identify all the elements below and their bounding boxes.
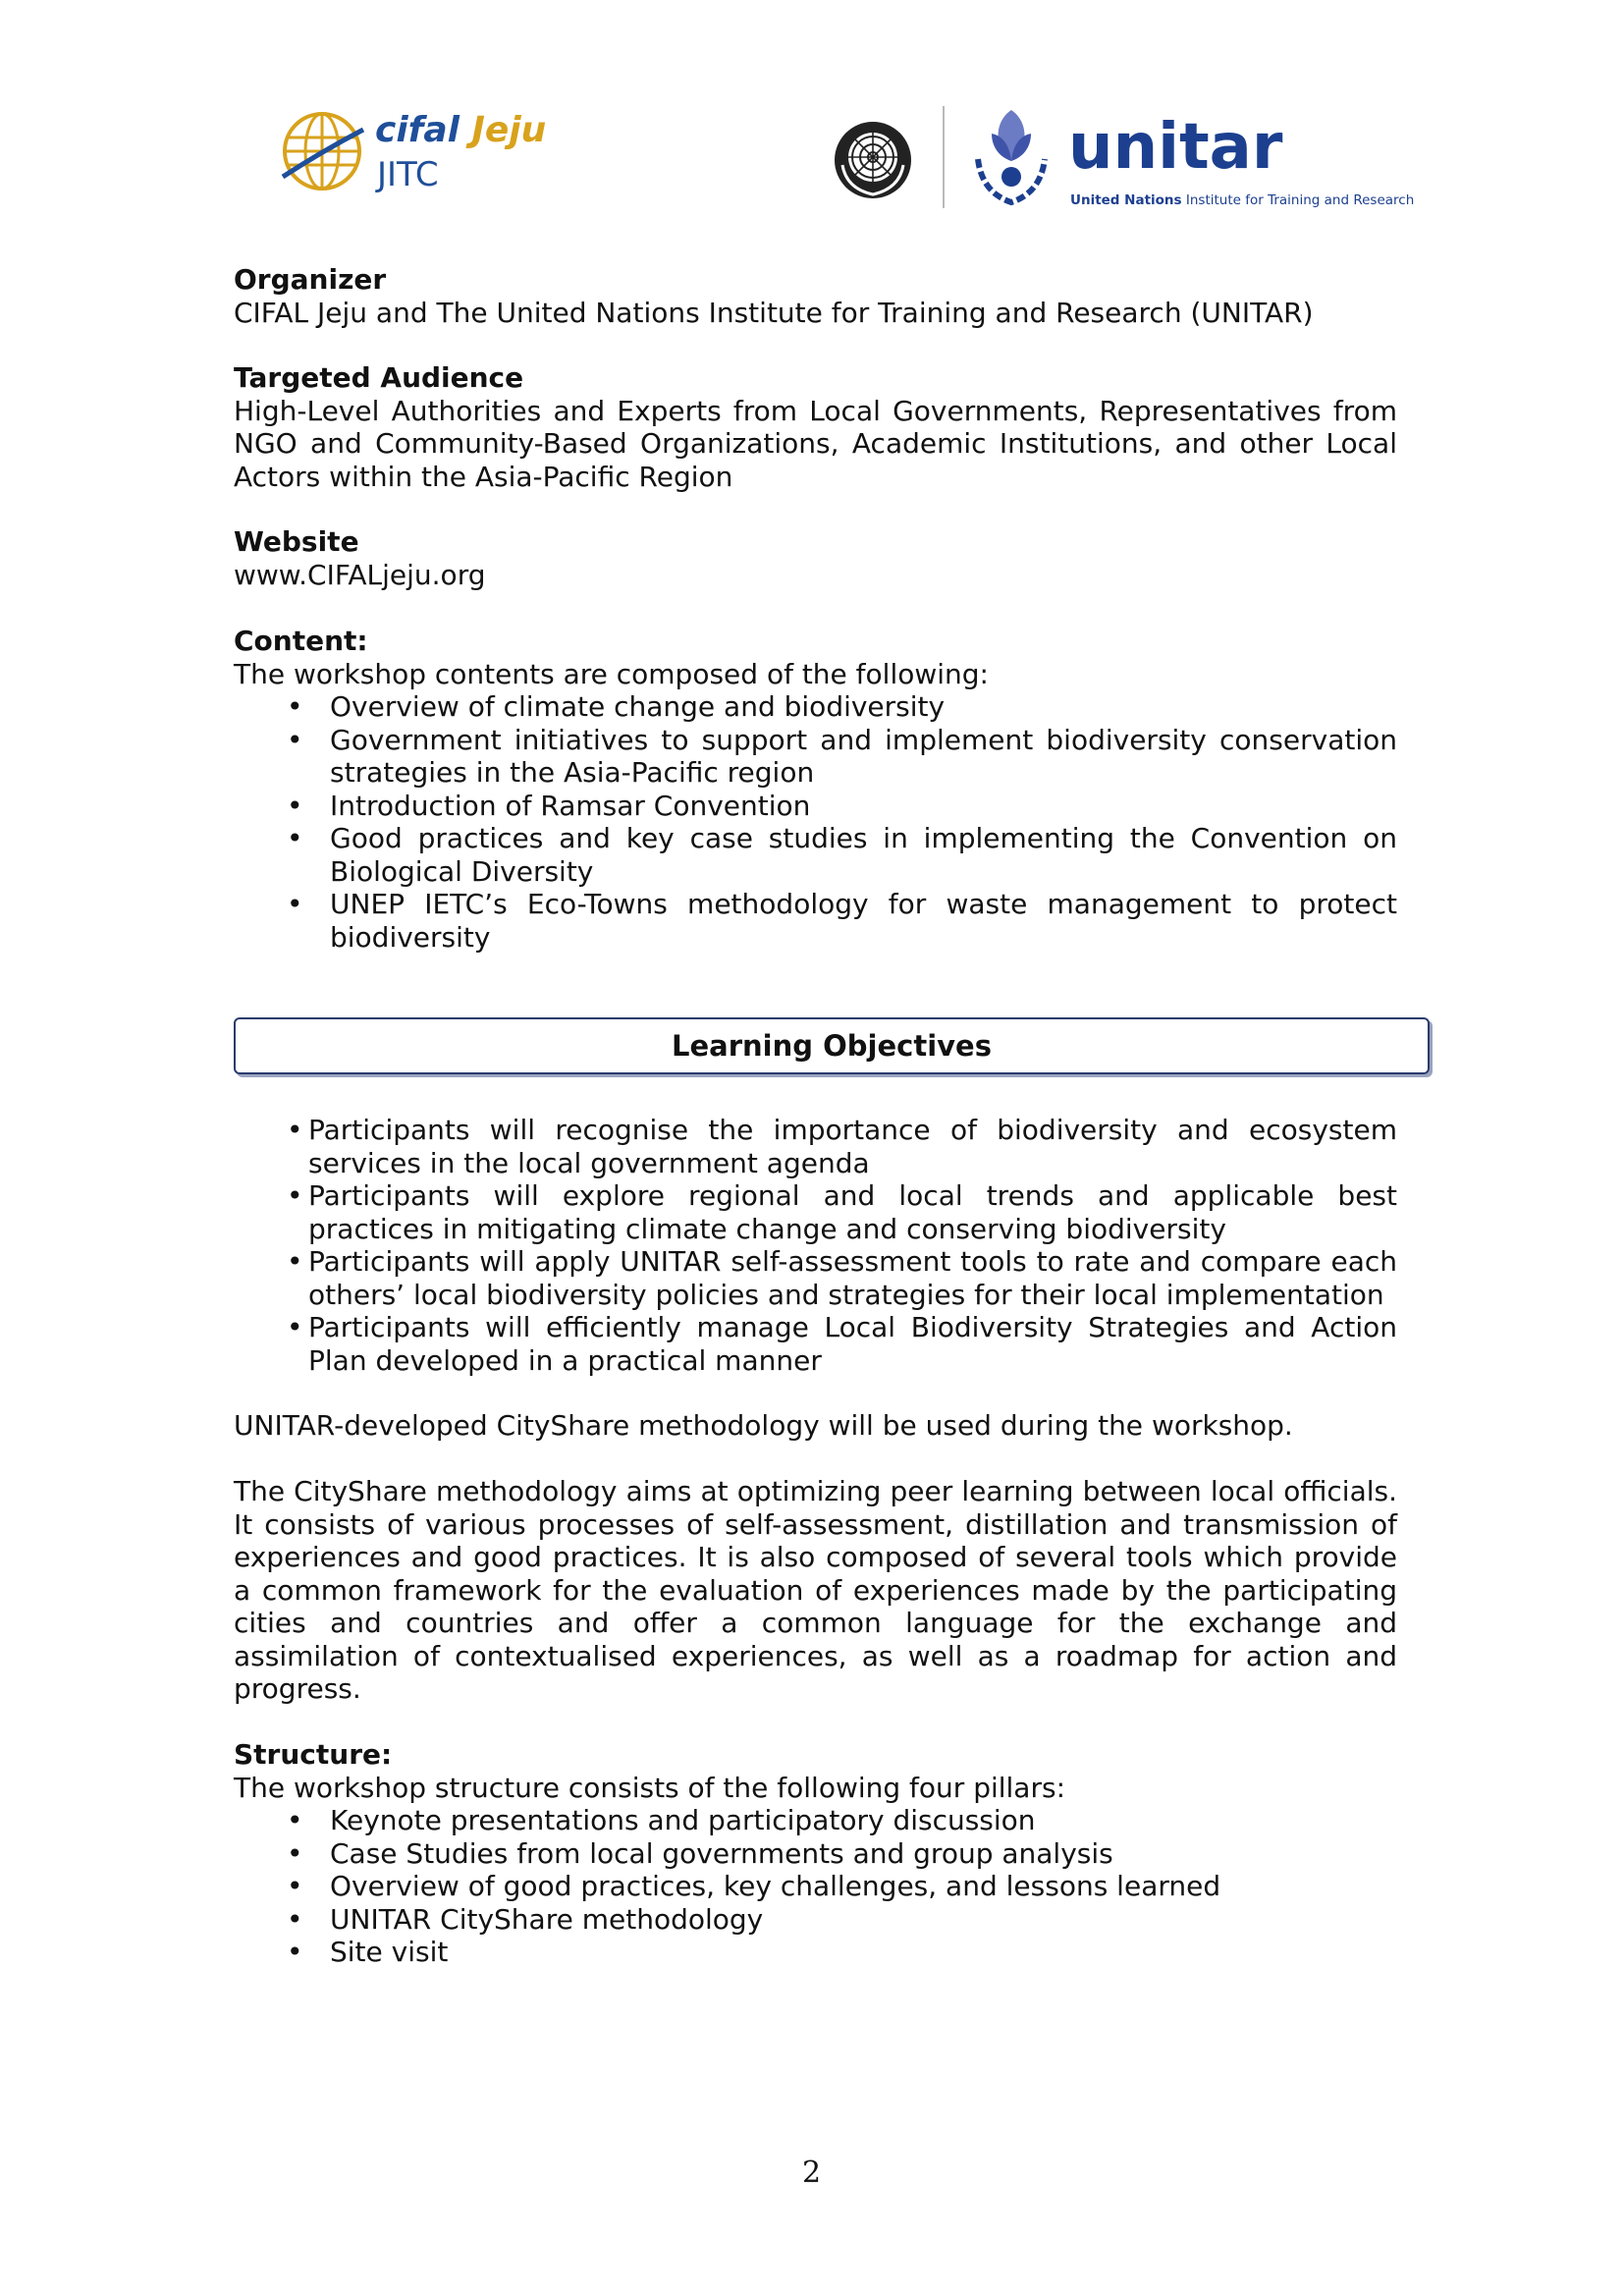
globe-icon bbox=[279, 108, 365, 194]
website-link[interactable]: www.CIFALjeju.org bbox=[234, 558, 486, 591]
list-item: • Site visit bbox=[234, 1936, 1397, 1969]
cifal-logo-subtitle: JITC bbox=[377, 155, 439, 194]
content-list bbox=[234, 690, 1397, 954]
unitar-logo bbox=[964, 106, 1415, 214]
list-item: • Good practices and key case studies in implementing the Convention on Biological Diversity bbox=[234, 822, 1397, 888]
cityshare-paragraph: The CityShare methodology aims at optimizing peer learning between local officials. It consists of various processes of self-assessment, distillation and transmission of experiences and good practices. It is also composed of several tools which provide a common framework for the evaluation of experiences made by the participating cities and countries and offer a common language for the exchange and assimilation of contextualised experiences, as well as a roadmap for action and progress. bbox=[234, 1475, 1397, 1705]
audience-text: High-Level Authorities and Experts from Local Governments, Representatives from NGO and Community-Based Organizations, Academic Institutions, and other Local Actors within the Asia-Pacific Region bbox=[234, 394, 1397, 493]
structure-list bbox=[234, 1804, 1397, 1969]
list-item: • Participants will efficiently manage Local Biodiversity Strategies and Action Plan developed in a practical manner bbox=[234, 1311, 1397, 1377]
cityshare-description bbox=[234, 1475, 1397, 1706]
logo-separator bbox=[943, 106, 945, 208]
un-emblem-icon bbox=[833, 120, 913, 200]
unitar-tagline: United Nations Institute for Training and Research bbox=[1070, 192, 1415, 208]
structure-intro: The workshop structure consists of the following four pillars: bbox=[234, 1771, 1065, 1804]
cityshare-section bbox=[234, 1409, 1397, 1443]
unitar-wordmark: unitar bbox=[1068, 111, 1283, 184]
list-item: • Case Studies from local governments and group analysis bbox=[234, 1837, 1397, 1871]
website-heading: Website bbox=[234, 525, 359, 558]
content-section bbox=[234, 625, 1397, 954]
list-item: • UNEP IETC’s Eco-Towns methodology for waste management to protect biodiversity bbox=[234, 888, 1397, 954]
audience-section bbox=[234, 361, 1397, 493]
list-item: • Participants will explore regional and local trends and applicable best practices in mitigating climate change and conserving biodiversity bbox=[234, 1179, 1397, 1245]
structure-heading: Structure: bbox=[234, 1738, 393, 1771]
list-item: • Introduction of Ramsar Convention bbox=[234, 790, 1397, 823]
cifal-logo-wordmark: cifal Jeju bbox=[375, 110, 547, 150]
learning-objectives-list bbox=[234, 1114, 1397, 1377]
learning-objectives-title: Learning Objectives bbox=[234, 1017, 1430, 1074]
audience-heading: Targeted Audience bbox=[234, 361, 524, 394]
cityshare-intro: UNITAR-developed CityShare methodology will be used during the workshop. bbox=[234, 1409, 1293, 1442]
organizer-section bbox=[234, 263, 1397, 329]
list-item: • UNITAR CityShare methodology bbox=[234, 1903, 1397, 1937]
list-item: • Participants will apply UNITAR self-assessment tools to rate and compare each others’ local biodiversity policies and strategies for their local implementation bbox=[234, 1245, 1397, 1311]
list-item: • Government initiatives to support and implement biodiversity conservation strategies in the Asia-Pacific region bbox=[234, 724, 1397, 790]
structure-section bbox=[234, 1738, 1397, 1969]
content-intro: The workshop contents are composed of the following: bbox=[234, 657, 989, 690]
page-number: 2 bbox=[801, 2156, 822, 2190]
list-item: • Overview of good practices, key challenges, and lessons learned bbox=[234, 1870, 1397, 1903]
unitar-emblem-icon bbox=[964, 106, 1058, 208]
list-item: • Keynote presentations and participatory discussion bbox=[234, 1804, 1397, 1837]
website-section bbox=[234, 525, 1397, 591]
organizer-heading: Organizer bbox=[234, 263, 387, 296]
list-item: • Participants will recognise the importance of biodiversity and ecosystem services in the local government agenda bbox=[234, 1114, 1397, 1179]
cifal-jeju-logo bbox=[279, 108, 573, 196]
list-item: • Overview of climate change and biodiversity bbox=[234, 690, 1397, 724]
organizer-text: CIFAL Jeju and The United Nations Institute for Training and Research (UNITAR) bbox=[234, 296, 1314, 329]
content-heading: Content: bbox=[234, 625, 368, 657]
